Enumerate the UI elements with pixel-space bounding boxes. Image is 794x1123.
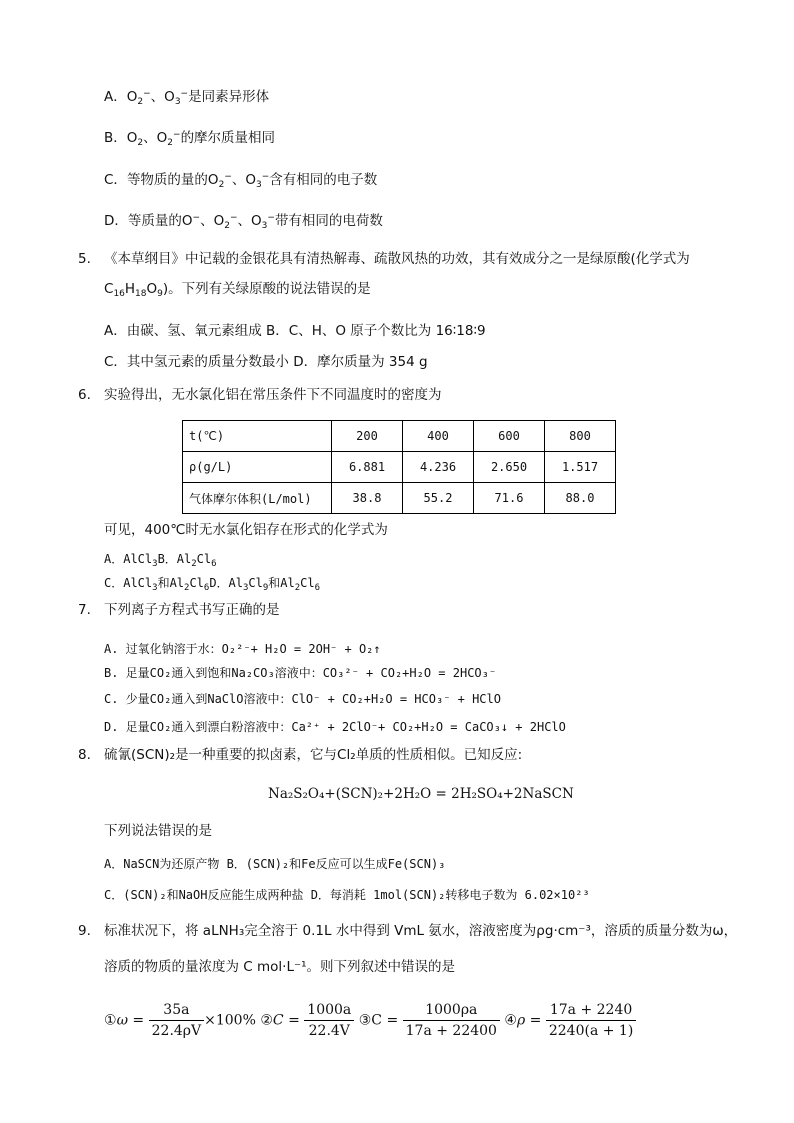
table-row [183,452,616,483]
q7-option-d: D. 足量CO₂通入到漂白粉溶液中：Ca²⁺ + 2ClO⁻+ CO₂+H₂O = CaCO₃↓ + 2HClO [104,720,566,734]
q8-ask: 下列说法错误的是 [104,823,212,839]
q9-stem-line2: 溶质的物质的量浓度为 C mol·L⁻¹。则下列叙述中错误的是 [104,959,456,975]
table-cell: 88.0 [545,483,616,514]
q6-number: 6. [78,387,91,403]
q5-options-ab: A．由碳、氢、氧元素组成 B．C、H、O 原子个数比为 16∶18∶9 [104,323,486,339]
table-cell: 200 [332,421,403,452]
table-cell: 38.8 [332,483,403,514]
q8-options-ab: A．NaSCN为还原产物 B．(SCN)₂和Fe反应可以生成Fe(SCN)₃ [104,857,446,871]
q6-options-ab: A．AlCl$_3$B．$Al_2Cl_6$ [104,552,217,569]
q7-number: 7. [78,602,91,618]
table-cell: t(℃) [183,421,332,452]
table-cell: 气体摩尔体积(L/mol) [183,483,332,514]
table-cell: 2.650 [474,452,545,483]
table-cell: 71.6 [474,483,545,514]
q9-stem-line1: 标准状况下，将 aLNH₃完全溶于 0.1L 水中得到 VmL 氨水，溶液密度为ρg·cm⁻³，溶质的质量分数为ω， [104,923,738,939]
q4-option-d: D．等质量的O−、$O_2^-$、$O_3^-$带有相同的电荷数 [104,213,383,231]
table-cell: 4.236 [403,452,474,483]
q6-stem: 实验得出，无水氯化铝在常压条件下不同温度时的密度为 [104,387,442,403]
q8-number: 8. [78,747,91,763]
density-table [182,420,616,514]
q5-stem-line2: $C_{16}H_{18}O_9$)。下列有关绿原酸的说法错误的是 [104,281,371,299]
table-cell: 1.517 [545,452,616,483]
q6-options-cd: C．AlCl$_3$和$Al_2Cl_6D$．$Al_3Cl_9$和$Al_2Cl_6$ [104,576,321,593]
q6-after-table: 可见，400℃时无水氯化铝存在形式的化学式为 [104,522,388,538]
table-cell: 800 [545,421,616,452]
table-cell: 600 [474,421,545,452]
q5-stem-line1: 《本草纲目》中记载的金银花具有清热解毒、疏散风热的功效，其有效成分之一是绿原酸(化学式为 [104,251,690,267]
table-cell: 6.881 [332,452,403,483]
q4-option-b: B．$O_2$、$O_2^-$的摩尔质量相同 [104,130,276,148]
q5-options-cd: C．其中氢元素的质量分数最小 D．摩尔质量为 354 g [104,354,428,370]
fraction-4: $\frac{17a + 2240}{2240(a + 1)}$ [546,1000,636,1041]
q8-options-cd: C．(SCN)₂和NaOH反应能生成两种盐 D．每消耗 1mol(SCN)₂转移电子数为 6.02×10²³ [104,888,590,902]
q7-option-a: A. 过氧化钠溶于水：O₂²⁻+ H₂O = 2OH⁻ + O₂↑ [104,642,381,656]
table-row [183,483,616,514]
q4-option-a: A．$O_2^-$、$O_3^-$是同素异形体 [104,89,270,107]
table-row [183,421,616,452]
q9-number: 9. [78,923,91,939]
q4-option-c: C．等物质的量的$O_2^-$、$O_3^-$含有相同的电子数 [104,172,378,190]
table-cell: 55.2 [403,483,474,514]
q9-formulas: ①ω = $\frac{35a}{22.4\rho V}$ ×100% ②C = $\frac{1000a}{22.4V}$ ③C = $\frac{1000\rho a}{17a + 22400}$ ④ρ = $\frac{17a + 2240}{2240(a + 1)}$ [104,1000,636,1041]
table-cell: 400 [403,421,474,452]
fraction-2: $\frac{1000a}{22.4V}$ [304,1000,354,1041]
fraction-3: $\frac{1000\rho a}{17a + 22400}$ [403,1000,500,1041]
q8-stem: 硫氰(SCN)₂是一种重要的拟卤素，它与Cl₂单质的性质相似。已知反应: [104,747,523,763]
q7-option-c: C. 少量CO₂通入到NaClO溶液中：ClO⁻ + CO₂+H₂O = HCO₃⁻ + HClO [104,692,501,706]
fraction-1: $\frac{35a}{22.4\rho V}$ [149,1000,205,1041]
q8-equation: Na₂S₂O₄+(SCN)₂+2H₂O = 2H₂SO₄+2NaSCN [268,786,574,802]
q7-stem: 下列离子方程式书写正确的是 [104,602,280,618]
q5-number: 5. [78,251,91,267]
table-cell: ρ(g/L) [183,452,332,483]
q7-option-b: B. 足量CO₂通入到饱和Na₂CO₃溶液中：CO₃²⁻ + CO₂+H₂O = 2HCO₃⁻ [104,666,497,680]
